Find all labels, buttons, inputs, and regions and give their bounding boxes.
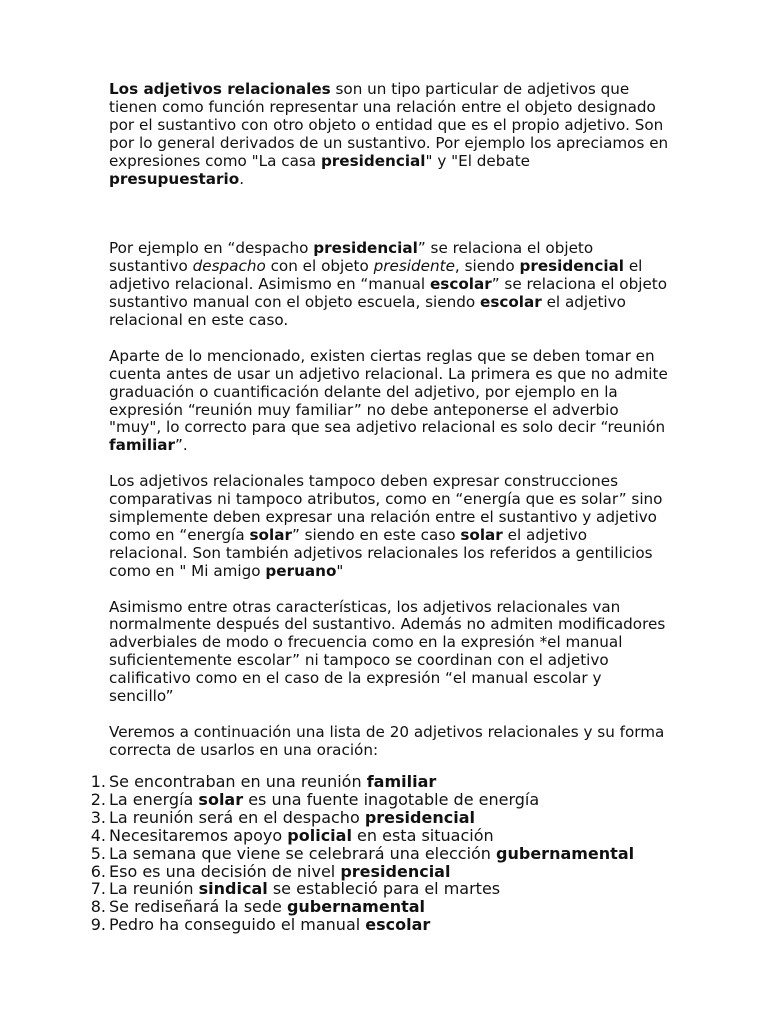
text-run: en esta situación [351,825,494,845]
list-item-number: 3. [90,807,106,827]
text-run: , siendo [454,257,520,276]
text-run: son un tipo particular de adjetivos que tienen como función representar una relación entre el objeto designado por el sustantivo con otro objeto o entidad que es el propio adjetivo. Son por lo general derivados de un sustantivo. Por ejemplo los apreciamos en expresiones como "La casa [109,80,669,170]
paragraph-position-rules [109,599,669,706]
bold-term: sindical [198,879,268,899]
text-run: La reunión [109,879,199,899]
list-item [90,772,634,791]
text-run: Asimismo entre otras características, los adjetivos relacionales van normalmente después del sustantivo. Además no admiten modificadores adverbiales de modo o frecuencia como en la expresión *el manual suficientemente escolar” ni tampoco se coordinan con el adjetivo calificativo como en el caso de la expresión “el manual escolar y sencillo” [109,597,666,706]
text-run: La energía [109,789,199,809]
text-run: ” se relaciona el objeto sustantivo [109,239,594,276]
bold-term: presidencial [364,807,475,827]
bold-term: familiar [109,436,176,455]
list-item-number: 5. [90,843,106,863]
paragraph-example-despacho [109,240,669,330]
bold-term: Los adjetivos relacionales [109,80,331,98]
text-run: el adjetivo relacional. Asimismo en “manual [109,257,643,294]
text-run: Se rediseñará la sede [109,897,287,917]
bold-term: presidencial [519,257,625,276]
text-run: Pedro ha conseguido el manual [109,915,366,935]
bold-term: peruano [265,561,337,580]
paragraph-rules-graduation [109,348,669,455]
paragraph-list-intro [109,724,669,760]
text-run: se estableció para el martes [267,879,501,899]
list-item-number: 7. [90,879,106,899]
text-run: ”. [175,436,188,455]
text-run: Necesitaremos apoyo [109,825,288,845]
text-run: el adjetivo relacional en este caso. [109,293,626,330]
list-item [90,825,634,845]
bold-term: solar [249,525,292,544]
list-item-number: 6. [90,861,106,881]
list-item [90,879,634,899]
text-run: Por ejemplo en “despacho [109,239,314,258]
bold-term: escolar [480,293,542,312]
list-item-number: 8. [90,897,106,917]
text-run: La reunión será en el despacho [109,807,365,827]
text-run: ” siendo en este caso [291,525,461,544]
bold-term: escolar [365,915,431,935]
text-run: Eso es una decisión de nivel [109,861,341,881]
text-run: ” se relaciona el objeto sustantivo manual con el objeto escuela, siendo [109,275,668,312]
bold-term: presidencial [313,239,418,258]
bold-term: gubernamental [286,897,426,917]
bold-term: presidencial [340,861,451,881]
list-item [90,915,634,935]
list-item-number: 1. [90,772,106,791]
list-item [90,861,634,881]
bold-term: solar [198,789,244,809]
list-item [90,807,634,827]
bold-term: escolar [429,275,492,294]
examples-list [90,772,635,935]
list-item [90,897,634,917]
bold-term: presidencial [320,151,426,170]
bold-term: policial [287,825,352,845]
list-item-number: 4. [90,825,106,845]
italic-term: presidente [373,257,455,276]
text-run: con el objeto [265,257,374,276]
document-page [109,81,669,778]
text-run: el adjetivo relacional. Son también adjetivos relacionales los referidos a gentilicios como en " Mi amigo [109,525,653,580]
bold-term: presupuestario [109,169,240,188]
paragraph-rules-comparative [109,473,669,580]
bold-term: solar [460,525,503,544]
text-run: . [239,169,245,188]
text-run: " [336,561,344,580]
list-item [90,843,635,863]
text-run: es una fuente inagotable de energía [243,789,540,809]
italic-term: despacho [192,257,266,276]
list-item [90,789,634,809]
list-item-number: 9. [90,915,106,935]
text-run: Los adjetivos relacionales tampoco deben expresar construcciones comparativas ni tampoco atributos, como en “energía que es solar” sino simplemente deben expresar una relación entre el sustantivo y adjetivo como en “energía [109,472,663,544]
text-run: La semana que viene se celebrará una elección [109,843,497,863]
list-item-number: 2. [90,789,106,809]
text-run: Aparte de lo mencionado, existen ciertas reglas que se deben tomar en cuenta antes de usar un adjetivo relacional. La primera es que no admite graduación o cuantificación delante del adjetivo, por ejemplo en la expresión “reunión muy familiar” no debe anteponerse el adverbio "muy", lo correcto para que sea adjetivo relacional es solo decir “reunión [109,346,668,437]
text-run: Se encontraban en una reunión [109,772,367,791]
paragraph-intro [109,81,669,188]
text-run: Veremos a continuación una lista de 20 adjetivos relacionales y su forma correcta de usarlos en una oración: [109,722,665,759]
text-run: " y "El debate [425,151,530,170]
bold-term: familiar [366,772,437,791]
bold-term: gubernamental [496,843,635,863]
